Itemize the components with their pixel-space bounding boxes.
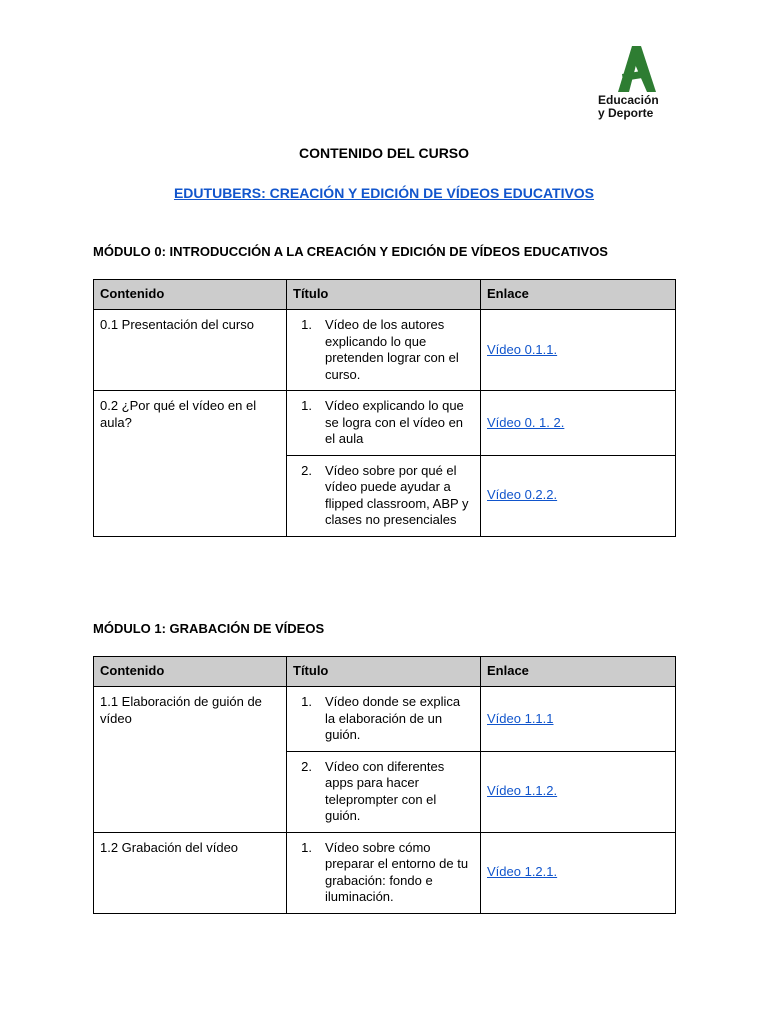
header-contenido: Contenido bbox=[94, 280, 287, 310]
list-number: 1. bbox=[301, 317, 312, 332]
header-enlace: Enlace bbox=[481, 657, 676, 687]
video-link[interactable]: Vídeo 0.2.2. bbox=[487, 487, 558, 503]
link-cell bbox=[481, 310, 676, 391]
list-number: 2. bbox=[301, 462, 312, 478]
table-row bbox=[94, 687, 676, 752]
logo-line-1: Educación bbox=[598, 93, 659, 107]
title-cell bbox=[287, 687, 481, 752]
table-header-row bbox=[94, 657, 676, 687]
table-row bbox=[94, 310, 676, 391]
title-cell bbox=[287, 391, 481, 456]
list-text: Vídeo con diferentes apps para hacer teleprompter con el guión. bbox=[325, 758, 445, 823]
content-cell: 0.2 ¿Por qué el vídeo en el aula? bbox=[94, 391, 287, 537]
list-text: Vídeo sobre por qué el vídeo puede ayudar a flipped classroom, ABP y clases no presenciales bbox=[325, 462, 469, 527]
video-link[interactable]: Vídeo 1.1.1 bbox=[487, 710, 554, 726]
logo bbox=[598, 44, 670, 120]
list-number: 1. bbox=[301, 694, 312, 709]
module-1-heading: MÓDULO 1: GRABACIÓN DE VÍDEOS bbox=[93, 621, 325, 636]
header-titulo: Título bbox=[287, 657, 481, 687]
module-1-table bbox=[93, 656, 676, 914]
title-cell bbox=[287, 751, 481, 832]
link-cell bbox=[481, 455, 676, 536]
title-cell bbox=[287, 832, 481, 913]
list-number: 1. bbox=[301, 839, 312, 855]
list-number: 1. bbox=[301, 398, 312, 413]
list-text: Vídeo de los autores explicando lo que pretenden lograr con el curso. bbox=[325, 317, 459, 382]
header-enlace: Enlace bbox=[481, 280, 676, 310]
junta-andalucia-logo-icon bbox=[612, 44, 658, 92]
video-link[interactable]: Vídeo 1.2.1. bbox=[487, 864, 558, 880]
video-link[interactable]: Vídeo 0.1.1. bbox=[487, 341, 558, 357]
content-cell: 0.1 Presentación del curso bbox=[94, 310, 287, 391]
module-0-heading: MÓDULO 0: INTRODUCCIÓN A LA CREACIÓN Y EDICIÓN DE VÍDEOS EDUCATIVOS bbox=[93, 244, 608, 259]
title-cell bbox=[287, 310, 481, 391]
list-text: Vídeo explicando lo que se logra con el vídeo en el aula bbox=[325, 398, 464, 446]
table-header-row bbox=[94, 280, 676, 310]
list-number: 2. bbox=[301, 758, 312, 774]
link-cell bbox=[481, 832, 676, 913]
table-row bbox=[94, 391, 676, 456]
link-cell bbox=[481, 687, 676, 752]
video-link[interactable]: Vídeo 0. 1. 2. bbox=[487, 414, 565, 430]
course-title-link[interactable]: EDUTUBERS: CREACIÓN Y EDICIÓN DE VÍDEOS EDUCATIVOS bbox=[173, 185, 595, 201]
link-cell bbox=[481, 391, 676, 456]
video-link[interactable]: Vídeo 1.1.2. bbox=[487, 783, 558, 799]
list-text: Vídeo donde se explica la elaboración de un guión. bbox=[325, 694, 461, 742]
content-cell: 1.1 Elaboración de guión de vídeo bbox=[94, 687, 287, 833]
document-title: CONTENIDO DEL CURSO bbox=[298, 145, 470, 161]
header-titulo: Título bbox=[287, 280, 481, 310]
content-cell: 1.2 Grabación del vídeo bbox=[94, 832, 287, 913]
list-text: Vídeo sobre cómo preparar el entorno de tu grabación: fondo e iluminación. bbox=[325, 839, 469, 904]
table-row bbox=[94, 832, 676, 913]
logo-line-2: y Deporte bbox=[598, 106, 654, 120]
link-cell bbox=[481, 751, 676, 832]
header-contenido: Contenido bbox=[94, 657, 287, 687]
title-cell bbox=[287, 455, 481, 536]
module-0-table bbox=[93, 279, 676, 537]
